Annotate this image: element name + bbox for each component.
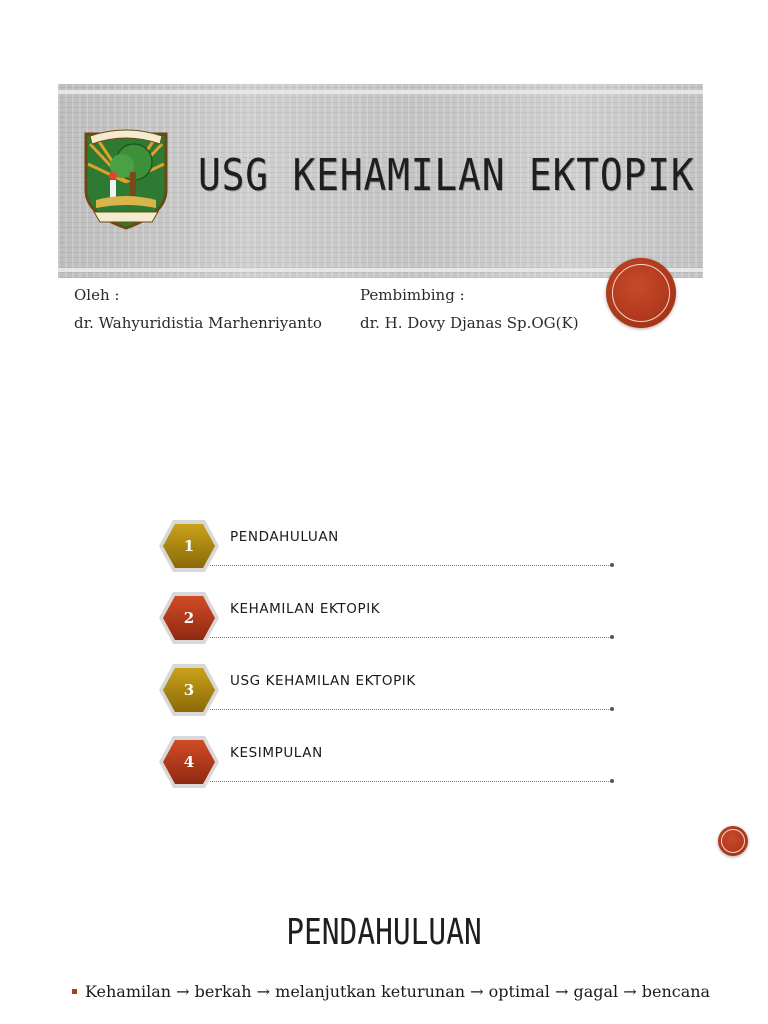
agenda-label: KESIMPULAN	[230, 745, 323, 761]
dotted-divider	[210, 709, 613, 710]
divider-endpoint	[610, 707, 614, 711]
dotted-divider	[210, 637, 613, 638]
decorative-circle	[718, 826, 748, 856]
decorative-circle	[606, 258, 676, 328]
divider-endpoint	[610, 779, 614, 783]
agenda-item-3	[155, 662, 620, 722]
dotted-divider	[210, 565, 613, 566]
supervisor-block	[360, 281, 579, 337]
agenda-number: 1	[183, 537, 195, 555]
presentation-title: USG KEHAMILAN EKTOPIK	[198, 150, 695, 201]
agenda-item-1	[155, 518, 620, 578]
agenda-label: KEHAMILAN EKTOPIK	[230, 601, 381, 617]
agenda-number: 4	[183, 753, 195, 771]
divider-endpoint	[610, 635, 614, 639]
author-name: dr. Wahyuridistia Marhenriyanto	[74, 314, 322, 332]
bullet-square-icon	[72, 989, 77, 994]
agenda-number: 2	[183, 609, 195, 627]
supervisor-label: Pembimbing :	[360, 286, 465, 304]
author-block	[74, 281, 322, 337]
agenda-label: USG KEHAMILAN EKTOPIK	[230, 673, 416, 689]
author-label: Oleh :	[74, 286, 120, 304]
bullet-text: Kehamilan → berkah → melanjutkan keturunan → optimal → gagal → bencana	[85, 982, 711, 1001]
section-title: PENDAHULUAN	[286, 912, 482, 953]
agenda-number: 3	[183, 681, 195, 699]
agenda-item-2	[155, 590, 620, 650]
bullet-item	[74, 982, 714, 1002]
university-crest-icon	[80, 124, 172, 232]
agenda-item-4	[155, 734, 620, 794]
supervisor-name: dr. H. Dovy Djanas Sp.OG(K)	[360, 314, 579, 332]
dotted-divider	[210, 781, 613, 782]
divider-endpoint	[610, 563, 614, 567]
agenda-label: PENDAHULUAN	[230, 529, 339, 545]
